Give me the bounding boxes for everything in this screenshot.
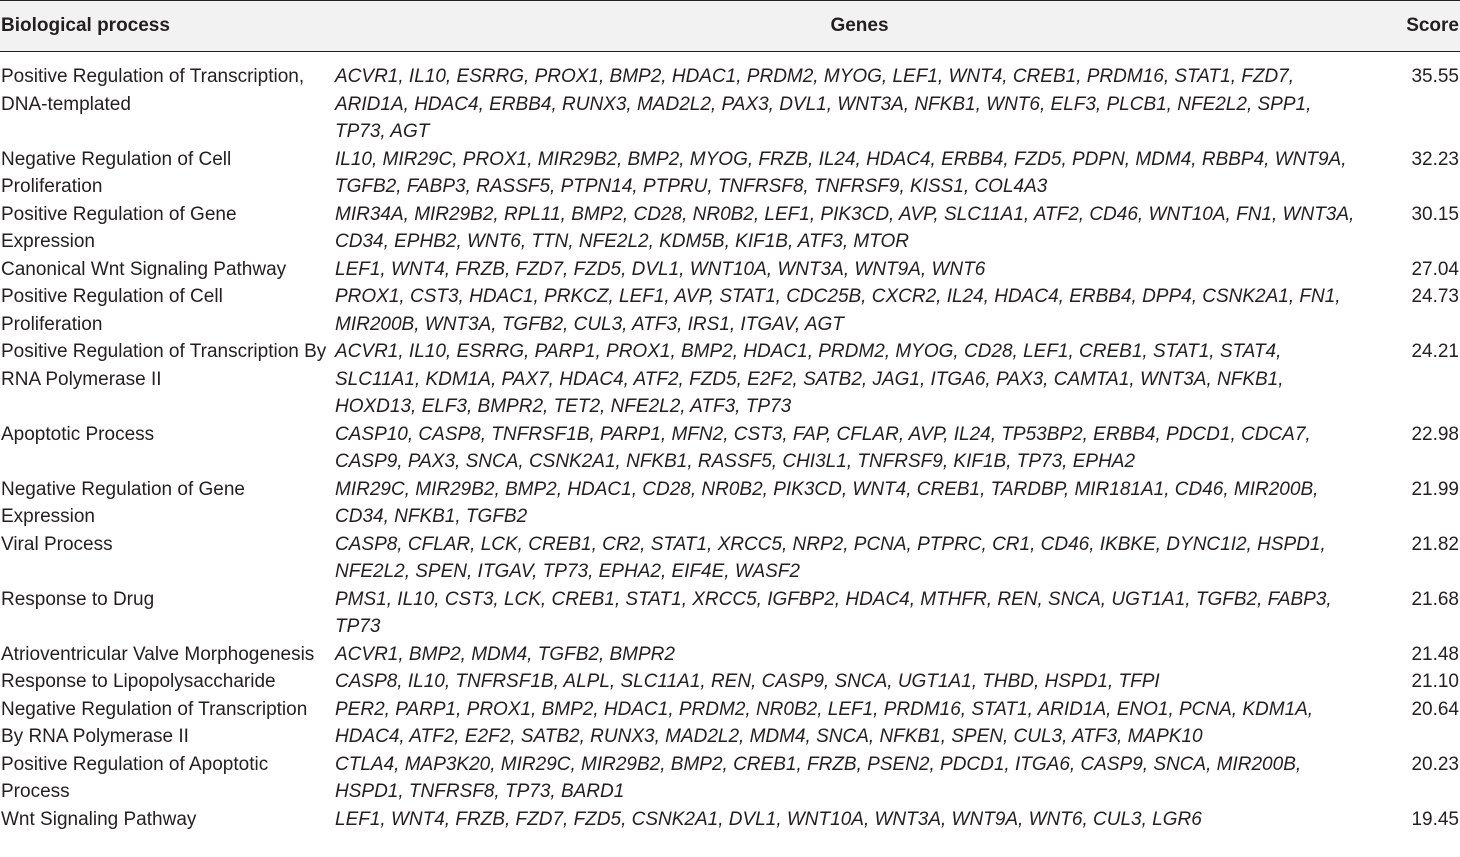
- table-row: [0, 531, 1460, 586]
- score-cell: 21.82: [1411, 533, 1459, 555]
- table-row: [0, 146, 1460, 201]
- score-cell: 21.10: [1411, 671, 1459, 692]
- score-cell: 21.48: [1411, 643, 1459, 665]
- genes-cell: ACVR1, IL10, ESRRG, PARP1, PROX1, BMP2, HDAC1, PRDM2, MYOG, CD28, LEF1, CREB1, STAT1, STAT4, SLC11A1, KDM1A, PAX7, HDAC4, ATF2, FZD5, E2F2, SATB2, JAG1, ITGA6, PAX3, CAMTA1, WNT3A, NFKB1, HOXD13, ELF3, BMPR2, TET2, NFE2L2, ATF3, TP73: [335, 341, 1284, 417]
- table-header-row: [0, 1, 1460, 52]
- process-cell: Positive Regulation of Cell Proliferation: [1, 286, 223, 335]
- score-cell: 24.73: [1411, 286, 1459, 307]
- header-genes: Genes: [333, 1, 1390, 52]
- genes-cell: LEF1, WNT4, FRZB, FZD7, FZD5, CSNK2A1, DVL1, WNT10A, WNT3A, WNT9A, WNT6, CUL3, LGR6: [335, 808, 1202, 830]
- table-row: [0, 586, 1460, 641]
- genes-cell: PER2, PARP1, PROX1, BMP2, HDAC1, PRDM2, NR0B2, LEF1, PRDM16, STAT1, ARID1A, ENO1, PCNA, KDM1A, HDAC4, ATF2, E2F2, SATB2, RUNX3, MAD2L2, MDM4, SNCA, NFKB1, SPEN, CUL3, ATF3, MAPK10: [335, 698, 1314, 747]
- process-cell: Negative Regulation of Gene Expression: [1, 478, 245, 527]
- genes-cell: CASP8, IL10, TNFRSF1B, ALPL, SLC11A1, REN, CASP9, SNCA, UGT1A1, THBD, HSPD1, TFPI: [335, 671, 1160, 692]
- score-cell: 22.98: [1411, 423, 1459, 445]
- table-row: [0, 641, 1460, 669]
- process-cell: Positive Regulation of Apoptotic Process: [1, 753, 269, 802]
- table-row: [0, 668, 1460, 696]
- process-cell: Response to Drug: [1, 588, 155, 610]
- process-cell: Canonical Wnt Signaling Pathway: [1, 258, 287, 280]
- score-cell: 21.68: [1411, 588, 1459, 610]
- genes-cell: CTLA4, MAP3K20, MIR29C, MIR29B2, BMP2, CREB1, FRZB, PSEN2, PDCD1, ITGA6, CASP9, SNCA, MIR200B, HSPD1, TNFRSF8, TP73, BARD1: [335, 753, 1302, 802]
- score-cell: 21.99: [1411, 478, 1459, 500]
- score-cell: 32.23: [1411, 148, 1459, 170]
- score-cell: 24.21: [1411, 341, 1459, 362]
- header-biological-process: Biological process: [0, 1, 333, 52]
- process-cell: Viral Process: [1, 533, 113, 555]
- genes-cell: MIR29C, MIR29B2, BMP2, HDAC1, CD28, NR0B2, PIK3CD, WNT4, CREB1, TARDBP, MIR181A1, CD46, MIR200B, CD34, NFKB1, TGFB2: [335, 478, 1319, 527]
- score-cell: 27.04: [1411, 258, 1459, 280]
- process-cell: Wnt Signaling Pathway: [1, 808, 197, 830]
- process-cell: Response to Lipopolysaccharide: [1, 671, 276, 692]
- genes-cell: CASP8, CFLAR, LCK, CREB1, CR2, STAT1, XRCC5, NRP2, PCNA, PTPRC, CR1, CD46, IKBKE, DYNC1I2, HSPD1, NFE2L2, SPEN, ITGAV, TP73, EPHA2, EIF4E, WASF2: [335, 533, 1326, 582]
- table-row: [0, 421, 1460, 476]
- process-cell: Apoptotic Process: [1, 423, 155, 445]
- score-cell: 35.55: [1411, 66, 1459, 87]
- score-cell: 30.15: [1411, 203, 1459, 225]
- process-cell: Positive Regulation of Transcription, DNA-templated: [1, 66, 305, 115]
- process-cell: Negative Regulation of Transcription By RNA Polymerase II: [1, 698, 308, 747]
- genes-cell: CASP10, CASP8, TNFRSF1B, PARP1, MFN2, CST3, FAP, CFLAR, AVP, IL24, TP53BP2, ERBB4, PDCD1, CDCA7, CASP9, PAX3, SNCA, CSNK2A1, NFKB1, RASSF5, CHI3L1, TNFRSF9, KIF1B, TP73, EPHA2: [335, 423, 1311, 472]
- genes-cell: ACVR1, BMP2, MDM4, TGFB2, BMPR2: [335, 643, 675, 665]
- genes-cell: PMS1, IL10, CST3, LCK, CREB1, STAT1, XRCC5, IGFBP2, HDAC4, MTHFR, REN, SNCA, UGT1A1, TGFB2, FABP3, TP73: [335, 588, 1332, 637]
- table-row: [0, 52, 1460, 146]
- process-cell: Positive Regulation of Transcription By RNA Polymerase II: [1, 341, 327, 390]
- genes-cell: PROX1, CST3, HDAC1, PRKCZ, LEF1, AVP, STAT1, CDC25B, CXCR2, IL24, HDAC4, ERBB4, DPP4, CSNK2A1, FN1, MIR200B, WNT3A, TGFB2, CUL3, ATF3, IRS1, ITGAV, AGT: [335, 286, 1341, 335]
- table-row: [0, 696, 1460, 751]
- table-row: [0, 806, 1460, 834]
- score-cell: 20.23: [1411, 753, 1459, 775]
- table-row: [0, 283, 1460, 338]
- table-row: [0, 338, 1460, 421]
- genes-cell: LEF1, WNT4, FRZB, FZD7, FZD5, DVL1, WNT10A, WNT3A, WNT9A, WNT6: [335, 258, 986, 280]
- genes-cell: MIR34A, MIR29B2, RPL11, BMP2, CD28, NR0B2, LEF1, PIK3CD, AVP, SLC11A1, ATF2, CD46, WNT10A, FN1, WNT3A, CD34, EPHB2, WNT6, TTN, NFE2L2, KDM5B, KIF1B, ATF3, MTOR: [335, 203, 1355, 252]
- table-row: [0, 201, 1460, 256]
- table-row: [0, 751, 1460, 806]
- score-cell: 19.45: [1411, 808, 1459, 830]
- process-cell: Positive Regulation of Gene Expression: [1, 203, 237, 252]
- table-row: [0, 476, 1460, 531]
- genes-cell: IL10, MIR29C, PROX1, MIR29B2, BMP2, MYOG, FRZB, IL24, HDAC4, ERBB4, FZD5, PDPN, MDM4, RBBP4, WNT9A, TGFB2, FABP3, RASSF5, PTPN14, PTPRU, TNFRSF8, TNFRSF9, KISS1, COL4A3: [335, 148, 1347, 197]
- header-score: Score: [1390, 1, 1460, 52]
- process-cell: Negative Regulation of Cell Proliferation: [1, 148, 232, 197]
- genes-cell: ACVR1, IL10, ESRRG, PROX1, BMP2, HDAC1, PRDM2, MYOG, LEF1, WNT4, CREB1, PRDM16, STAT1, FZD7, ARID1A, HDAC4, ERBB4, RUNX3, MAD2L2, PAX3, DVL1, WNT3A, NFKB1, WNT6, ELF3, PLCB1, NFE2L2, SPP1, TP73, AGT: [335, 66, 1312, 142]
- score-cell: 20.64: [1411, 698, 1459, 720]
- process-cell: Atrioventricular Valve Morphogenesis: [1, 643, 315, 665]
- table-row: [0, 256, 1460, 284]
